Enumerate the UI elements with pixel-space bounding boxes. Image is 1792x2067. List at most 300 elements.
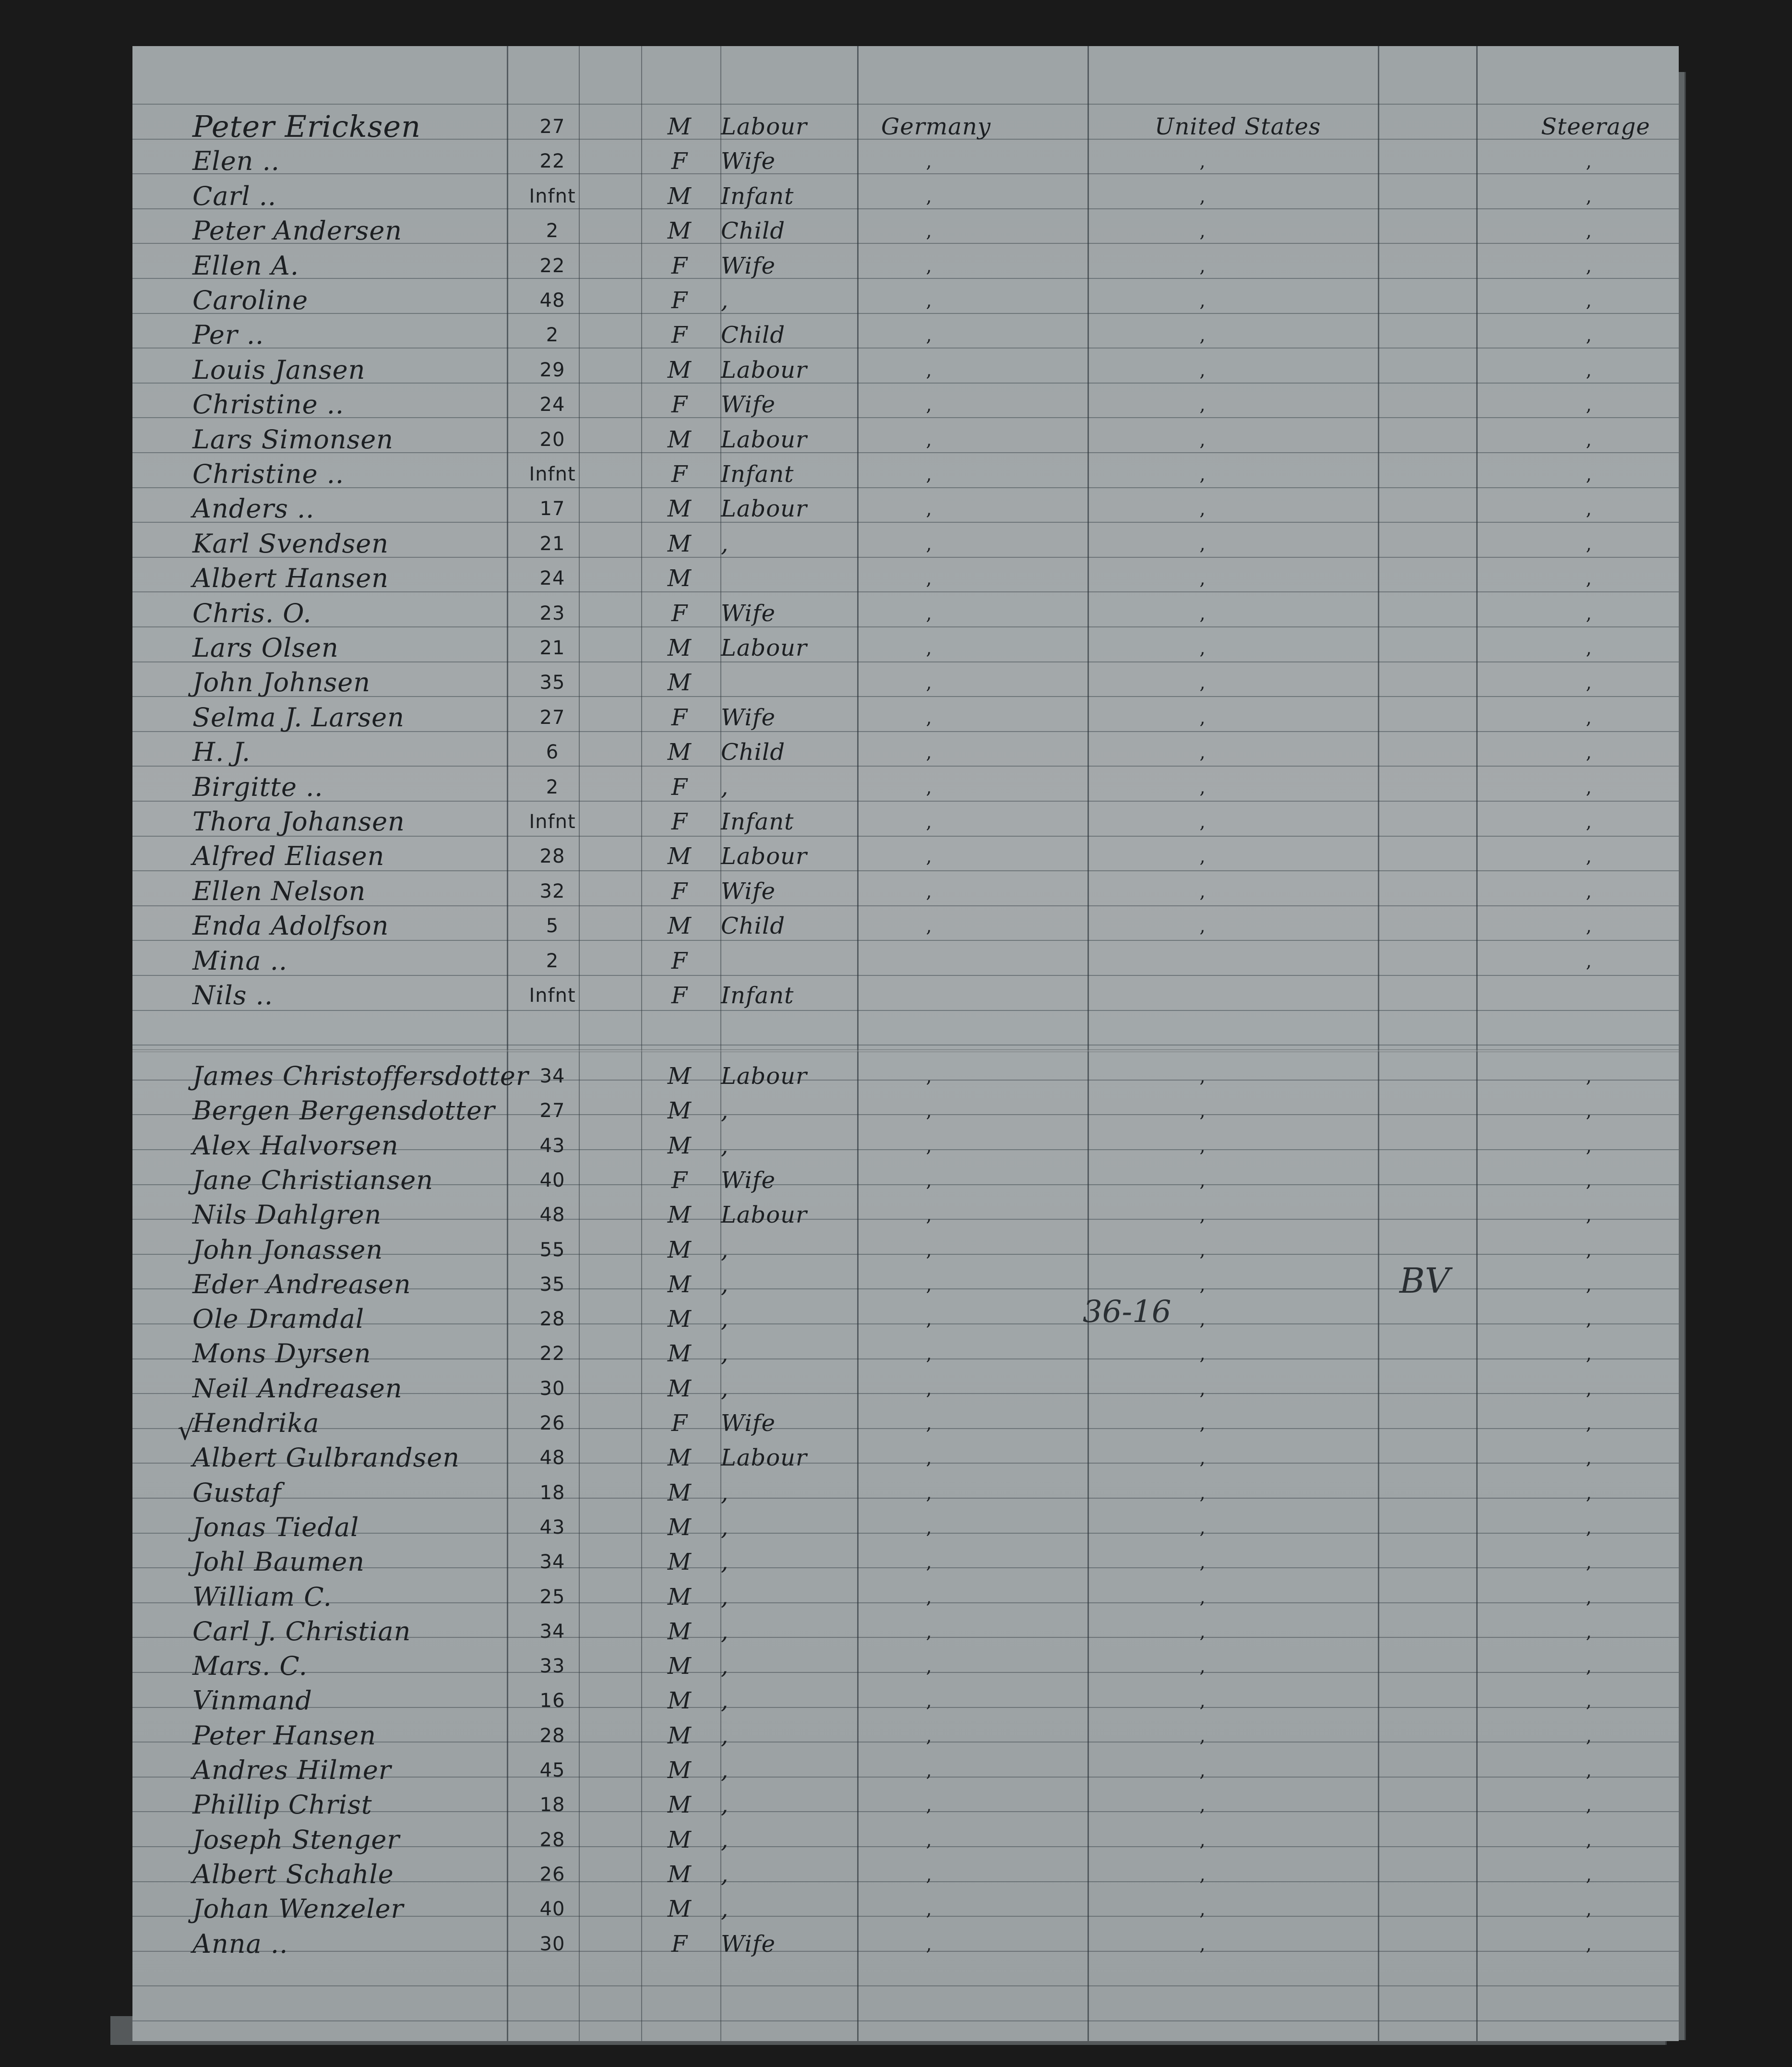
passenger-class: , — [1586, 915, 1592, 937]
passenger-class: , — [1586, 1378, 1592, 1399]
passenger-country: , — [926, 498, 932, 519]
passenger-age: 21 — [539, 533, 565, 555]
passenger-class: , — [1586, 1413, 1592, 1434]
passenger-sex: M — [667, 1549, 692, 1575]
table-row — [132, 1926, 1679, 1960]
passenger-country: , — [926, 811, 932, 832]
passenger-occupation: Wife — [721, 600, 776, 627]
passenger-class: , — [1586, 533, 1592, 554]
passenger-occupation: , — [721, 1479, 729, 1506]
passenger-sex: M — [667, 1132, 692, 1159]
passenger-class: , — [1586, 498, 1592, 519]
passenger-destination: , — [1199, 1100, 1206, 1121]
passenger-class: , — [1586, 464, 1592, 485]
passenger-country: , — [926, 151, 932, 172]
passenger-occupation: Wife — [721, 391, 776, 418]
table-row — [132, 1162, 1679, 1197]
passenger-destination: , — [1199, 1135, 1206, 1156]
passenger-name: Thora Johansen — [192, 806, 405, 837]
passenger-name: Mons Dyrsen — [192, 1338, 371, 1369]
passenger-destination: , — [1199, 1621, 1206, 1642]
passenger-occupation: , — [721, 1132, 729, 1159]
ruled-line — [132, 1045, 1679, 1046]
passenger-sex: M — [667, 843, 692, 870]
passenger-occupation: Labour — [721, 113, 807, 140]
passenger-age: 29 — [539, 359, 565, 381]
passenger-destination: , — [1199, 255, 1206, 276]
passenger-country: , — [926, 1621, 932, 1642]
passenger-name: Per .. — [192, 320, 264, 350]
passenger-sex: M — [667, 495, 692, 522]
passenger-destination: , — [1199, 881, 1206, 902]
passenger-age: Infnt — [529, 185, 576, 207]
passenger-class: , — [1586, 1066, 1592, 1087]
ruled-line — [132, 1985, 1679, 1986]
table-row — [132, 1822, 1679, 1856]
table-row — [132, 630, 1679, 664]
passenger-sex: M — [667, 1584, 692, 1610]
passenger-class: , — [1586, 1274, 1592, 1295]
passenger-occupation: , — [721, 1827, 729, 1853]
passenger-age: 2 — [546, 776, 559, 798]
passenger-destination: , — [1199, 1760, 1206, 1781]
passenger-country: , — [926, 1760, 932, 1781]
passenger-class: , — [1586, 220, 1592, 241]
passenger-age: 28 — [539, 1308, 565, 1330]
passenger-country: , — [926, 846, 932, 867]
passenger-sex: M — [667, 217, 692, 244]
passenger-destination: , — [1199, 1066, 1206, 1087]
passenger-country: , — [926, 777, 932, 798]
passenger-age: 48 — [539, 1447, 565, 1469]
passenger-country: , — [926, 1725, 932, 1746]
passenger-sex: F — [671, 391, 688, 418]
table-row — [132, 1752, 1679, 1787]
passenger-destination: , — [1199, 568, 1206, 589]
passenger-occupation: Wife — [721, 1931, 776, 1958]
fold-line — [132, 1049, 1679, 1052]
passenger-class: , — [1586, 1482, 1592, 1503]
passenger-destination: , — [1199, 603, 1206, 624]
passenger-class: , — [1586, 1551, 1592, 1573]
passenger-country: , — [926, 533, 932, 554]
passenger-age: 18 — [539, 1794, 565, 1816]
passenger-occupation: Child — [721, 913, 786, 939]
passenger-occupation: Labour — [721, 495, 807, 522]
passenger-class: , — [1586, 1725, 1592, 1746]
passenger-sex: M — [667, 1375, 692, 1402]
passenger-destination: , — [1199, 1656, 1206, 1677]
passenger-destination: , — [1199, 533, 1206, 554]
passenger-sex: F — [671, 808, 688, 835]
passenger-name: Albert Schahle — [192, 1859, 394, 1889]
passenger-destination: , — [1199, 1378, 1206, 1399]
passenger-age: Infnt — [529, 811, 576, 833]
passenger-name: Lars Simonsen — [192, 424, 394, 455]
passenger-sex: F — [671, 461, 688, 488]
passenger-destination: , — [1199, 1239, 1206, 1261]
passenger-name: Alex Halvorsen — [192, 1130, 399, 1161]
passenger-occupation: , — [721, 1271, 729, 1298]
passenger-occupation: , — [721, 1306, 729, 1333]
passenger-age: 40 — [539, 1898, 565, 1920]
passenger-class: , — [1586, 324, 1592, 346]
passenger-class: , — [1586, 1447, 1592, 1468]
passenger-age: 25 — [539, 1586, 565, 1608]
table-row — [132, 1475, 1679, 1509]
passenger-country: , — [926, 742, 932, 763]
table-row — [132, 769, 1679, 804]
passenger-class: , — [1586, 881, 1592, 902]
passenger-class: , — [1586, 1309, 1592, 1330]
passenger-destination: , — [1199, 1413, 1206, 1434]
passenger-sex: M — [667, 426, 692, 453]
passenger-name: Christine .. — [192, 389, 345, 420]
passenger-age: 18 — [539, 1482, 565, 1504]
passenger-name: Mina .. — [192, 946, 288, 976]
passenger-name: Eder Andreasen — [192, 1269, 411, 1299]
passenger-class: , — [1586, 1517, 1592, 1538]
passenger-sex: M — [667, 1653, 692, 1680]
passenger-class: , — [1586, 707, 1592, 728]
passenger-name: Nils .. — [192, 980, 273, 1010]
passenger-destination: , — [1199, 1725, 1206, 1746]
passenger-age: 6 — [546, 741, 559, 763]
table-row — [132, 526, 1679, 560]
table-row — [132, 1891, 1679, 1925]
passenger-destination: , — [1199, 1274, 1206, 1295]
passenger-sex: F — [671, 704, 688, 731]
passenger-destination: , — [1199, 811, 1206, 832]
passenger-destination: , — [1199, 1829, 1206, 1851]
passenger-country: , — [926, 1517, 932, 1538]
passenger-country: , — [926, 1100, 932, 1121]
passenger-sex: M — [667, 1861, 692, 1888]
passenger-name: Peter Hansen — [192, 1720, 377, 1751]
passenger-class: , — [1586, 429, 1592, 450]
passenger-age: 28 — [539, 1725, 565, 1747]
passenger-destination: , — [1199, 1690, 1206, 1711]
passenger-destination: , — [1199, 498, 1206, 519]
passenger-name: Ole Dramdal — [192, 1304, 365, 1334]
passenger-country: , — [926, 637, 932, 659]
table-row — [132, 1370, 1679, 1405]
passenger-sex: F — [671, 1931, 688, 1958]
passenger-destination: , — [1199, 324, 1206, 346]
table-row — [132, 421, 1679, 456]
passenger-age: 55 — [539, 1239, 565, 1261]
passenger-class: , — [1586, 950, 1592, 972]
passenger-class: , — [1586, 1170, 1592, 1191]
passenger-occupation: Wife — [721, 704, 776, 731]
passenger-country: , — [926, 1343, 932, 1364]
passenger-country: , — [926, 1135, 932, 1156]
table-row — [132, 908, 1679, 942]
passenger-class: , — [1586, 1204, 1592, 1226]
passenger-country: , — [926, 220, 932, 241]
passenger-class: , — [1586, 742, 1592, 763]
passenger-age: Infnt — [529, 985, 576, 1007]
passenger-sex: F — [671, 1167, 688, 1194]
passenger-destination: , — [1199, 151, 1206, 172]
passenger-name: Jonas Tiedal — [192, 1512, 359, 1542]
passenger-class: , — [1586, 1239, 1592, 1261]
table-row — [132, 456, 1679, 491]
passenger-country: , — [926, 1378, 932, 1399]
passenger-occupation: Labour — [721, 1444, 807, 1471]
table-row — [132, 1093, 1679, 1127]
passenger-country: , — [926, 568, 932, 589]
passenger-sex: M — [667, 1791, 692, 1818]
passenger-name: Lars Olsen — [192, 633, 339, 663]
table-row — [132, 282, 1679, 317]
passenger-destination: , — [1199, 1586, 1206, 1608]
passenger-destination: , — [1199, 464, 1206, 485]
passenger-class: , — [1586, 1656, 1592, 1677]
passenger-occupation: , — [721, 1549, 729, 1575]
passenger-age: 16 — [539, 1690, 565, 1712]
passenger-sex: M — [667, 1618, 692, 1645]
passenger-country: , — [926, 1690, 932, 1711]
passenger-destination: , — [1199, 637, 1206, 659]
passenger-country: , — [926, 1274, 932, 1295]
passenger-occupation: Labour — [721, 1202, 807, 1228]
passenger-name: Phillip Christ — [192, 1790, 372, 1820]
passenger-country: , — [926, 1309, 932, 1330]
passenger-class: , — [1586, 151, 1592, 172]
table-row — [132, 838, 1679, 873]
checkmark-annotation: √ — [178, 1415, 195, 1446]
passenger-name: Albert Gulbrandsen — [192, 1442, 460, 1473]
passenger-sex: M — [667, 635, 692, 661]
passenger-sex: M — [667, 739, 692, 766]
passenger-occupation: Infant — [721, 808, 794, 835]
passenger-country: , — [926, 360, 932, 381]
passenger-occupation: , — [721, 1757, 729, 1784]
passenger-destination: , — [1199, 1343, 1206, 1364]
passenger-sex: F — [671, 287, 688, 314]
passenger-sex: M — [667, 1306, 692, 1333]
passenger-name: Carl J. Christian — [192, 1616, 411, 1646]
passenger-occupation: , — [721, 530, 729, 557]
passenger-class: , — [1586, 1621, 1592, 1642]
passenger-name: Jane Christiansen — [192, 1165, 434, 1195]
passenger-sex: M — [667, 1340, 692, 1367]
passenger-name: Vinmand — [192, 1685, 312, 1716]
passenger-age: 28 — [539, 1829, 565, 1851]
passenger-occupation: , — [721, 1618, 729, 1645]
passenger-country: , — [926, 429, 932, 450]
passenger-age: 2 — [546, 220, 559, 242]
table-row — [132, 1405, 1679, 1440]
passenger-country: , — [926, 881, 932, 902]
passenger-country: , — [926, 394, 932, 415]
table-row — [132, 317, 1679, 351]
passenger-age: 30 — [539, 1378, 565, 1400]
passenger-destination: , — [1199, 290, 1206, 311]
passenger-class: , — [1586, 1343, 1592, 1364]
passenger-sex: M — [667, 1514, 692, 1541]
passenger-class: , — [1586, 846, 1592, 867]
passenger-name: Caroline — [192, 285, 309, 315]
passenger-occupation: , — [721, 1687, 729, 1714]
passenger-name: Selma J. Larsen — [192, 702, 405, 733]
passenger-class: , — [1586, 290, 1592, 311]
table-row — [132, 560, 1679, 595]
passenger-country: , — [926, 1656, 932, 1677]
passenger-name: John Jonassen — [192, 1235, 383, 1265]
passenger-sex: M — [667, 1687, 692, 1714]
passenger-occupation: , — [721, 1237, 729, 1263]
passenger-class: Steerage — [1541, 113, 1650, 140]
passenger-class: , — [1586, 1864, 1592, 1885]
table-row — [132, 1613, 1679, 1648]
passenger-country: , — [926, 1829, 932, 1851]
passenger-occupation: Labour — [721, 635, 807, 661]
passenger-age: 34 — [539, 1621, 565, 1643]
passenger-destination: , — [1199, 707, 1206, 728]
passenger-name: James Christoffersdotter — [192, 1061, 529, 1091]
passenger-country: , — [926, 255, 932, 276]
passenger-occupation: , — [721, 1861, 729, 1888]
passenger-name: Peter Ericksen — [192, 109, 421, 144]
passenger-sex: F — [671, 774, 688, 801]
passenger-destination: , — [1199, 1309, 1206, 1330]
passenger-sex: M — [667, 113, 692, 140]
passenger-name: John Johnsen — [192, 667, 371, 697]
passenger-country: , — [926, 707, 932, 728]
passenger-country: , — [926, 1899, 932, 1920]
passenger-name: Birgitte .. — [192, 772, 323, 802]
passenger-sex: M — [667, 1444, 692, 1471]
passenger-occupation: Wife — [721, 1167, 776, 1194]
passenger-name: Christine .. — [192, 459, 345, 489]
passenger-name: Ellen Nelson — [192, 876, 366, 906]
passenger-sex: F — [671, 982, 688, 1009]
table-row — [132, 1856, 1679, 1891]
passenger-age: 45 — [539, 1759, 565, 1781]
passenger-class: , — [1586, 777, 1592, 798]
passenger-class: , — [1586, 603, 1592, 624]
passenger-destination: , — [1199, 1864, 1206, 1885]
passenger-age: 26 — [539, 1863, 565, 1886]
passenger-occupation: Infant — [721, 461, 794, 488]
passenger-occupation: , — [721, 1584, 729, 1610]
passenger-class: , — [1586, 255, 1592, 276]
passenger-sex: M — [667, 1237, 692, 1263]
table-row — [132, 804, 1679, 838]
passenger-sex: M — [667, 530, 692, 557]
passenger-destination: , — [1199, 1899, 1206, 1920]
passenger-destination: , — [1199, 1517, 1206, 1538]
passenger-sex: F — [671, 948, 688, 974]
table-row — [132, 1197, 1679, 1231]
passenger-country: , — [926, 1794, 932, 1815]
passenger-name: Anna .. — [192, 1929, 288, 1959]
passenger-country: , — [926, 1864, 932, 1885]
passenger-name: Peter Andersen — [192, 216, 403, 246]
passenger-age: 23 — [539, 602, 565, 625]
passenger-class: , — [1586, 1899, 1592, 1920]
passenger-occupation: Wife — [721, 252, 776, 279]
passenger-destination: , — [1199, 220, 1206, 241]
passenger-occupation: Infant — [721, 982, 794, 1009]
passenger-country: , — [926, 186, 932, 207]
passenger-age: Infnt — [529, 463, 576, 485]
passenger-country: , — [926, 1066, 932, 1087]
passenger-occupation: Child — [721, 322, 786, 349]
passenger-occupation: , — [721, 287, 729, 314]
passenger-age: 27 — [539, 116, 565, 138]
passenger-name: Albert Hansen — [192, 563, 389, 593]
passenger-sex: F — [671, 322, 688, 349]
table-row — [132, 1787, 1679, 1821]
passenger-occupation: , — [721, 1375, 729, 1402]
passenger-destination: , — [1199, 394, 1206, 415]
passenger-name: Elen .. — [192, 146, 280, 176]
passenger-name: Enda Adolfson — [192, 911, 389, 941]
passenger-occupation: Infant — [721, 183, 794, 210]
passenger-country: , — [926, 603, 932, 624]
passenger-country: , — [926, 1934, 932, 1955]
manifest-page — [132, 46, 1679, 2041]
passenger-destination: , — [1199, 1551, 1206, 1573]
table-row — [132, 1579, 1679, 1613]
passenger-occupation: Labour — [721, 843, 807, 870]
table-row — [132, 1058, 1679, 1093]
passenger-age: 22 — [539, 150, 565, 172]
passenger-name: Johl Baumen — [192, 1547, 365, 1577]
passenger-occupation: , — [721, 1514, 729, 1541]
passenger-age: 17 — [539, 498, 565, 520]
passenger-class: , — [1586, 1135, 1592, 1156]
table-row — [132, 1440, 1679, 1474]
table-row — [132, 1128, 1679, 1162]
passenger-name: Ellen A. — [192, 251, 299, 281]
passenger-class: , — [1586, 568, 1592, 589]
passenger-age: 22 — [539, 255, 565, 277]
passenger-sex: M — [667, 1479, 692, 1506]
table-row — [132, 1682, 1679, 1717]
passenger-occupation: , — [721, 1097, 729, 1124]
table-row — [132, 699, 1679, 734]
passenger-destination: United States — [1155, 113, 1321, 140]
passenger-name: Gustaf — [192, 1478, 282, 1508]
passenger-occupation: , — [721, 774, 729, 801]
passenger-destination: , — [1199, 672, 1206, 693]
passenger-occupation: Child — [721, 739, 786, 766]
passenger-age: 34 — [539, 1551, 565, 1573]
passenger-country: , — [926, 1239, 932, 1261]
passenger-sex: M — [667, 1722, 692, 1749]
passenger-sex: M — [667, 913, 692, 939]
passenger-age: 30 — [539, 1933, 565, 1955]
passenger-age: 2 — [546, 324, 559, 346]
passenger-destination: , — [1199, 360, 1206, 381]
passenger-name: Johan Wenzeler — [192, 1894, 404, 1924]
table-row — [132, 1335, 1679, 1370]
passenger-country: , — [926, 672, 932, 693]
table-row — [132, 1301, 1679, 1335]
passenger-name: Louis Jansen — [192, 355, 366, 385]
passenger-name: Mars. C. — [192, 1651, 308, 1681]
passenger-age: 35 — [539, 672, 565, 694]
passenger-country: , — [926, 1482, 932, 1503]
ruled-line — [132, 104, 1679, 105]
passenger-country: , — [926, 464, 932, 485]
passenger-name: Alfred Eliasen — [192, 841, 385, 871]
table-row — [132, 977, 1679, 1012]
